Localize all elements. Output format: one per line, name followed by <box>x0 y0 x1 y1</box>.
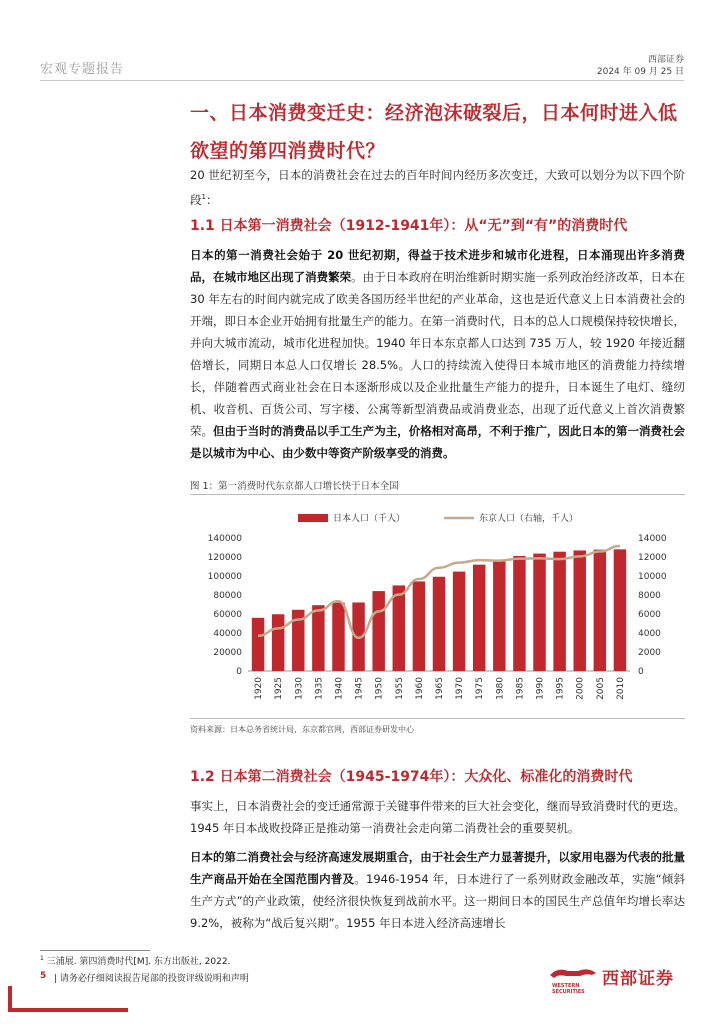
bar-japan-1950 <box>372 591 384 671</box>
x-tick-1920: 1920 <box>254 677 265 700</box>
s2-paragraph-1: 事实上，日本消费社会的变迁通常源于关键事件带来的巨大社会变化，继而导致消费时代的更迭。1945 年日本战败投降正是推动第一消费社会走向第二消费社会的重要契机。 <box>190 799 685 835</box>
report-category: 宏观专题报告 <box>40 62 125 77</box>
figure-top-rule <box>190 494 685 495</box>
bar-japan-1980 <box>493 560 505 671</box>
bar-japan-1985 <box>513 556 525 671</box>
bar-japan-2000 <box>574 550 586 671</box>
intro-paragraph <box>190 164 685 211</box>
x-tick-1995: 1995 <box>555 677 566 700</box>
disclaimer: | 请务必仔细阅读报告尾部的投资评级说明和声明 <box>54 974 249 984</box>
intro-end: ： <box>205 192 218 207</box>
y-right-tick: 0 <box>638 667 644 677</box>
s1-bold-lead: 日本的第一消费社会始于 20 世纪初期，得益于技术进步和城市化进程，日本涌现出许多消费品，在城市地区出现了消费繁荣 <box>190 248 685 284</box>
footnote-text: 三浦展. 第四消费时代[M]. 东方出版社, 2022. <box>46 957 231 967</box>
y-left-tick: 40000 <box>213 629 242 639</box>
footnote-divider <box>40 950 150 951</box>
footnote <box>40 954 230 967</box>
x-tick-1985: 1985 <box>515 677 526 700</box>
legend-label-tokyo: 东京人口（右轴，千人） <box>479 514 579 524</box>
bar-japan-1925 <box>272 614 284 671</box>
y-left-tick: 0 <box>236 667 242 677</box>
bar-japan-2010 <box>614 549 626 671</box>
chart-legend <box>298 512 578 524</box>
bar-japan-1920 <box>252 618 264 671</box>
x-tick-1930: 1930 <box>294 677 305 700</box>
company-logo <box>548 964 674 995</box>
logo-text: 西部证券 <box>602 969 674 989</box>
x-tick-2010: 2010 <box>615 677 626 700</box>
y-right-tick: 2000 <box>638 648 661 658</box>
bar-japan-1940 <box>332 603 344 671</box>
bar-japan-1965 <box>433 577 445 671</box>
s2-paragraph-2 <box>190 846 685 934</box>
figure-bottom-rule <box>190 718 685 719</box>
x-tick-1945: 1945 <box>354 677 365 700</box>
x-tick-2005: 2005 <box>595 677 606 700</box>
s1-bold-conclusion: 但由于当时的消费品以手工生产为主，价格相对高昂，不利于推广，因此日本的第一消费社会是以城市为中心、由少数中等资产阶级享受的消费。 <box>190 424 686 460</box>
s2-body: 。1946-1954 年，日本进行了一系列财政金融改革，实施“倾斜生产方式”的产业政策，使经济很快恢复到战前水平。这一期间日本的国民生产总值年均增长率达 9.2%，被称为“战后复兴期”。1955 年日本进入经济高速增长 <box>190 872 686 930</box>
company-name: 西部证券 <box>647 55 684 65</box>
y-right-tick: 14000 <box>638 534 667 544</box>
x-tick-2000: 2000 <box>575 677 586 700</box>
y-left-tick: 80000 <box>213 591 242 601</box>
x-tick-1925: 1925 <box>274 677 285 700</box>
disclaimer-text: 请务必仔细阅读报告尾部的投资评级说明和声明 <box>59 974 249 984</box>
bull-logo-icon <box>548 965 598 995</box>
corner-mark-horizontal <box>8 1008 128 1012</box>
x-tick-1975: 1975 <box>475 677 486 700</box>
subsection-title-1: 1.1 日本第一消费社会（1912-1941年）：从“无”到“有”的消费时代 <box>190 218 628 234</box>
y-left-tick: 20000 <box>213 648 242 658</box>
y-right-tick: 6000 <box>638 610 661 620</box>
subsection-title-2: 1.2 日本第二消费社会（1945-1974年）：大众化、标准化的消费时代 <box>190 769 633 785</box>
legend-swatch-japan <box>298 514 328 522</box>
y-right-tick: 12000 <box>638 553 667 563</box>
y-left-tick: 120000 <box>207 553 242 563</box>
y-right-tick: 10000 <box>638 572 667 582</box>
page-number: 5 <box>40 971 47 981</box>
bar-japan-1955 <box>393 585 405 671</box>
bar-japan-1935 <box>312 605 324 671</box>
footnote-ref[interactable]: 1 <box>201 193 206 201</box>
x-tick-1980: 1980 <box>495 677 506 700</box>
y-right-tick: 4000 <box>638 629 661 639</box>
s2-bold-lead: 日本的第二消费社会与经济高速发展期重合，由于社会生产力显著提升，以家用电器为代表的批量生产商品开始在全国范围内普及 <box>190 850 685 886</box>
figure-source: 资料来源：日本总务省统计局，东京都官网，西部证券研发中心 <box>190 725 414 734</box>
bar-japan-1975 <box>473 565 485 671</box>
y-left-tick: 100000 <box>207 572 242 582</box>
s1-paragraph <box>190 244 685 464</box>
x-tick-1935: 1935 <box>314 677 325 700</box>
legend-label-japan: 日本人口（千人） <box>333 514 406 524</box>
section-title: 一、日本消费变迁史：经济泡沫破裂后，日本何时进入低欲望的第四消费时代？ <box>190 102 678 162</box>
intro-text: 20 世纪初至今，日本的消费社会在过去的百年时间内经历多次变迁，大致可以划分为以下四个阶段 <box>190 168 685 207</box>
bar-japan-1995 <box>553 552 565 671</box>
header-divider <box>40 80 684 81</box>
x-tick-1940: 1940 <box>334 677 345 700</box>
x-tick-1955: 1955 <box>394 677 405 700</box>
footnote-number: 1 <box>40 955 44 962</box>
logo-subtext: WESTERN SECURITIES <box>552 982 585 995</box>
y-right-tick: 8000 <box>638 591 661 601</box>
bar-japan-1960 <box>413 581 425 671</box>
figure-caption: 图 1：第一消费时代东京都人口增长快于日本全国 <box>190 481 399 492</box>
bar-japan-2005 <box>594 550 606 671</box>
report-date: 2024 年 09 月 25 日 <box>596 67 684 77</box>
bar-japan-1990 <box>533 554 545 671</box>
x-tick-1960: 1960 <box>414 677 425 700</box>
x-tick-1990: 1990 <box>535 677 546 700</box>
y-left-tick: 60000 <box>213 610 242 620</box>
population-chart <box>190 504 685 716</box>
s1-body: 。由于日本政府在明治维新时期实施一系列政治经济改革，日本在 30 年左右的时间内就完成了欧美各国历经半世纪的产业革命，这也是近代意义上日本消费社会的开端，即日本企业开始拥有批量生产的能力。在第一消费时代，日本的总人口规模保持较快增长，并向大城市流动，城市化进程加快。1940 年日本东京都人口达到 735 万人，较 1920 年接近翻倍增长，同期日本总人口仅增长 28.5%。人口的持续流入使得日本城市地区的消费能力持续增长，伴随着西式商业社会在日本逐渐形成以及企业批量生产能力的提升，日本诞生了电灯、缝纫机、收音机、百货公司、写字楼、公寓等新型消费品或消费业态，出现了近代意义上首次消费繁荣。 <box>190 270 686 438</box>
x-tick-1965: 1965 <box>435 677 445 700</box>
bar-japan-1970 <box>453 572 465 671</box>
y-left-tick: 140000 <box>207 534 242 544</box>
x-tick-1970: 1970 <box>455 677 466 700</box>
x-tick-1950: 1950 <box>374 677 385 700</box>
